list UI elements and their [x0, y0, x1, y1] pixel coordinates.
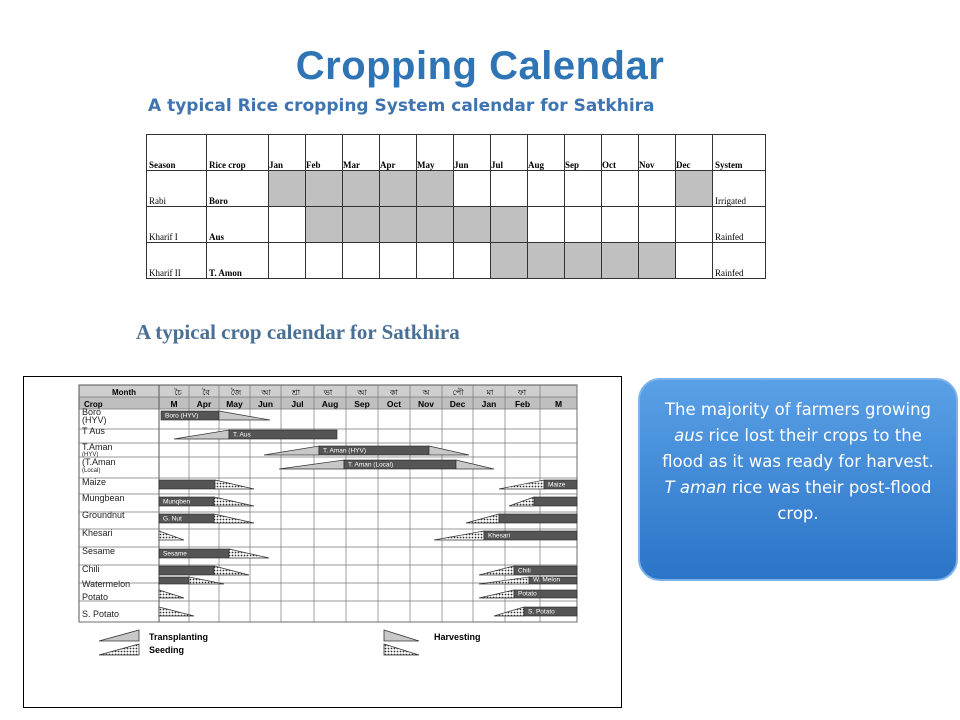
crop-name: Groundnut — [82, 510, 125, 520]
header-cell: Oct — [602, 135, 639, 171]
month-label: Apr — [196, 399, 212, 409]
seeding-marker — [499, 480, 544, 489]
crop-bars — [159, 411, 577, 616]
crop-bar-label: W. Melon — [533, 576, 561, 584]
month-cell — [528, 207, 565, 243]
month-cell — [491, 171, 528, 207]
harvesting-legend-icon — [384, 630, 419, 641]
month-label: Sep — [354, 399, 370, 409]
page-title: Cropping Calendar — [295, 44, 665, 88]
callout-emphasis: aus — [674, 426, 704, 445]
transplanting-marker — [429, 446, 469, 455]
month-cell — [639, 243, 676, 279]
month-label: Feb — [514, 399, 531, 409]
seeding-marker — [214, 566, 249, 575]
header-cell: Jun — [454, 135, 491, 171]
bangla-month-label: চৈ — [174, 388, 182, 397]
bangla-month-label: আ — [261, 388, 271, 397]
month-label: Month — [112, 388, 136, 397]
crop-bar-label: T. Aus — [233, 431, 251, 439]
month-cell — [380, 243, 417, 279]
header-cell: Dec — [676, 135, 713, 171]
callout-text: rice was their post-flood crop. — [726, 478, 932, 523]
crop-bar — [159, 566, 214, 575]
rice-calendar-table — [146, 134, 766, 279]
crop-calendar-figure — [23, 376, 622, 708]
month-cell — [269, 243, 306, 279]
crop-bar — [159, 480, 215, 489]
crop-name: T Aus — [82, 426, 105, 436]
rice-calendar-subtitle: A typical Rice cropping System calendar for Satkhira — [148, 96, 655, 116]
month-cell — [602, 171, 639, 207]
bangla-month-label: কা — [390, 388, 398, 397]
month-cell — [454, 243, 491, 279]
header-cell: Nov — [639, 135, 676, 171]
bangla-month-label: শ্রা — [291, 388, 301, 397]
seeding-marker — [159, 590, 184, 598]
header-cell: Season — [147, 135, 207, 171]
seeding-marker — [509, 497, 534, 506]
month-cell — [639, 207, 676, 243]
header-cell: May — [417, 135, 454, 171]
crop-name: (HYV) — [82, 452, 99, 458]
crop-name: Maize — [82, 477, 107, 487]
crop-name: Khesari — [82, 528, 113, 538]
month-cell — [676, 243, 713, 279]
callout-emphasis: T aman — [664, 478, 727, 497]
month-label: Dec — [449, 399, 466, 409]
header-cell: System — [713, 135, 766, 171]
month-cell — [417, 207, 454, 243]
crop-name: S. Potato — [82, 609, 120, 619]
system-cell: Irrigated — [713, 171, 766, 207]
seeding-marker — [466, 514, 499, 523]
month-cell — [417, 171, 454, 207]
seeding-marker — [434, 531, 484, 540]
month-cell — [491, 243, 528, 279]
crop-bar-label: T. Aman (HYV) — [323, 447, 366, 455]
crop-calendar-subtitle: A typical crop calendar for Satkhira — [136, 320, 460, 344]
month-label: Jan — [481, 399, 497, 409]
month-label: Oct — [386, 399, 402, 409]
month-cell — [380, 207, 417, 243]
month-cell — [269, 207, 306, 243]
seeding-marker — [479, 577, 529, 584]
month-label: Jul — [291, 399, 304, 409]
legend-seeding: Seeding — [149, 645, 185, 655]
transplanting-marker — [264, 446, 319, 455]
month-label: Aug — [321, 399, 339, 409]
crop-name: Sesame — [82, 546, 116, 556]
month-cell — [269, 171, 306, 207]
transplanting-marker — [279, 460, 344, 469]
grid-border — [79, 385, 577, 622]
crop-name: Boro — [82, 407, 102, 417]
crop-name: (HYV) — [82, 415, 107, 425]
legend — [99, 630, 481, 655]
crop-bar-label: T. Aman (Local) — [348, 461, 394, 469]
seeding-marker — [215, 480, 254, 489]
crop-name: Potato — [82, 592, 109, 602]
bangla-month-label: মা — [486, 388, 494, 397]
crop-bar — [159, 577, 189, 584]
seeding-marker — [229, 549, 269, 558]
header-cell: Sep — [565, 135, 602, 171]
month-cell — [491, 207, 528, 243]
seeding-marker — [214, 514, 254, 523]
month-cell — [565, 207, 602, 243]
month-cell — [602, 207, 639, 243]
month-cell — [343, 207, 380, 243]
system-cell: Rainfed — [713, 243, 766, 279]
crop-bar-label: Maize — [548, 481, 566, 489]
crop-bar-label: Boro (HYV) — [165, 412, 199, 420]
crop-names — [82, 407, 130, 619]
month-cell — [380, 171, 417, 207]
crop-bar-label: S. Potato — [528, 608, 555, 616]
bangla-month-label: জৈ — [230, 388, 242, 397]
header-cell: Rice crop — [207, 135, 269, 171]
bangla-month-label: ভা — [323, 388, 333, 397]
header-cell: Jul — [491, 135, 528, 171]
table-row — [147, 207, 766, 243]
seeding-marker — [159, 531, 184, 540]
crop-name: T.Aman — [82, 442, 113, 452]
month-cell — [306, 171, 343, 207]
crop-bar — [499, 514, 577, 523]
seeding-marker — [494, 607, 524, 616]
flood-note-callout — [638, 378, 958, 581]
crop-name: Mungbean — [82, 493, 125, 503]
month-cell — [417, 243, 454, 279]
month-cell — [454, 171, 491, 207]
month-label: Nov — [417, 399, 435, 409]
season-cell: Kharif I — [147, 207, 207, 243]
month-cell — [528, 171, 565, 207]
bangla-month-label: বৈ — [202, 388, 210, 397]
crop-bar-label: G. Nut — [163, 515, 182, 523]
month-label: Jun — [257, 399, 274, 409]
month-cell — [676, 207, 713, 243]
callout-text: The majority of farmers growing — [664, 400, 932, 419]
seeding-marker — [479, 566, 514, 575]
crop-bar-label: Munqben — [163, 498, 191, 506]
legend-harvesting: Harvesting — [434, 632, 481, 642]
month-cell — [602, 243, 639, 279]
season-cell: Kharif II — [147, 243, 207, 279]
crop-name: Watermelon — [82, 579, 131, 589]
table-row — [147, 243, 766, 279]
crop-bar-label: Potato — [518, 590, 537, 598]
header-cell: Mar — [343, 135, 380, 171]
crop-cell: Aus — [207, 207, 269, 243]
month-cell — [528, 243, 565, 279]
bangla-month-label: ফা — [517, 388, 527, 397]
month-cell — [306, 243, 343, 279]
bangla-month-label: পৌ — [452, 388, 464, 397]
transplanting-marker — [174, 430, 229, 439]
table-header-row — [147, 135, 766, 171]
crop-bar — [534, 497, 577, 506]
month-cell — [565, 243, 602, 279]
callout-text: rice lost their crops to the flood as it was ready for harvest. — [662, 426, 934, 471]
month-cell — [343, 171, 380, 207]
month-cell — [454, 207, 491, 243]
transplanting-legend-icon — [99, 630, 139, 641]
month-label: M — [554, 399, 563, 409]
crop-bar-label: Sesame — [163, 550, 187, 558]
harvesting-seed-legend-icon — [384, 644, 419, 655]
seeding-legend-icon — [99, 644, 139, 655]
system-cell: Rainfed — [713, 207, 766, 243]
crop-cell: Boro — [207, 171, 269, 207]
crop-bar-label: Khesari — [488, 532, 511, 540]
crop-name: (Local) — [82, 468, 101, 474]
month-cell — [565, 171, 602, 207]
header-cell: Jan — [269, 135, 306, 171]
month-label: May — [226, 399, 243, 409]
seeding-marker — [479, 590, 514, 598]
header-cell: Aug — [528, 135, 565, 171]
month-cell — [306, 207, 343, 243]
month-cell — [639, 171, 676, 207]
crop-label: Crop — [84, 400, 103, 409]
bangla-month-label: অ — [422, 388, 430, 397]
header-cell: Apr — [380, 135, 417, 171]
transplanting-marker — [219, 411, 270, 420]
month-cell — [343, 243, 380, 279]
season-cell: Rabi — [147, 171, 207, 207]
transplanting-marker — [456, 460, 494, 469]
crop-name: (T.Aman — [82, 457, 116, 467]
legend-transplanting: Transplanting — [149, 632, 209, 642]
bangla-month-label: আ — [357, 388, 367, 397]
table-row — [147, 171, 766, 207]
seeding-marker — [214, 497, 254, 506]
month-label: M — [170, 399, 178, 409]
header-cell: Feb — [306, 135, 343, 171]
crop-name: Chili — [82, 564, 100, 574]
crop-calendar-chart — [24, 377, 621, 707]
month-cell — [676, 171, 713, 207]
crop-cell: T. Amon — [207, 243, 269, 279]
crop-bar-label: Chili — [518, 567, 531, 575]
